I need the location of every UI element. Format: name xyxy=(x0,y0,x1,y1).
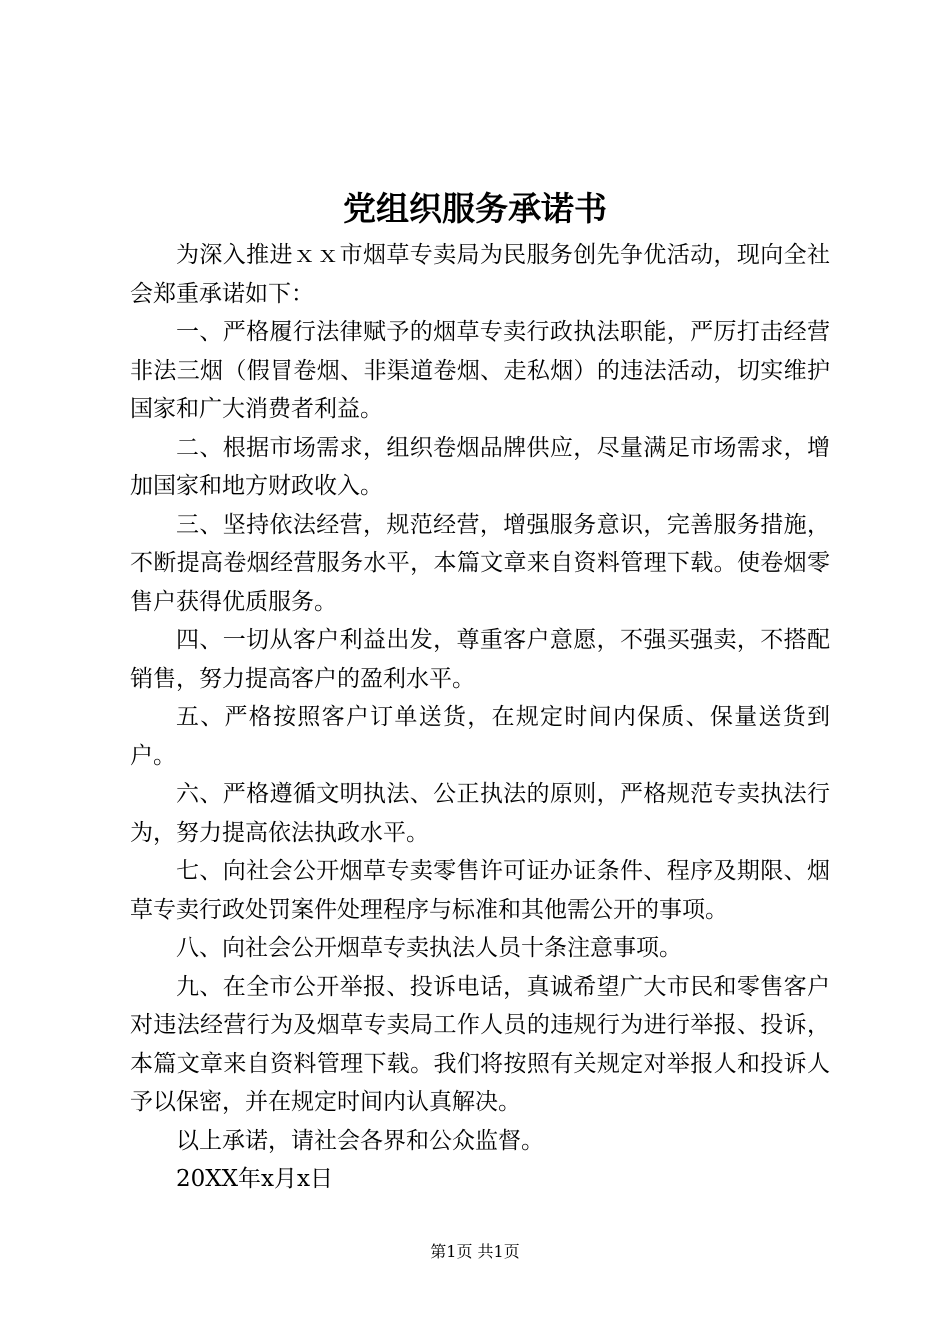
paragraph-item-7: 七、向社会公开烟草专卖零售许可证办证条件、程序及期限、烟草专卖行政处罚案件处理程序与标准和其他需公开的事项。 xyxy=(130,858,830,923)
page-footer: 第1页 共1页 xyxy=(430,1242,520,1261)
paragraph-item-9: 九、在全市公开举报、投诉电话，真诚希望广大市民和零售客户对违法经营行为及烟草专卖局工作人员的违规行为进行举报、投诉，本篇文章来自资料管理下载。我们将按照有关规定对举报人和投诉人予以保密，并在规定时间内认真解决。 xyxy=(130,973,830,1115)
paragraph-item-3: 三、坚持依法经营，规范经营，增强服务意识，完善服务措施，不断提高卷烟经营服务水平，本篇文章来自资料管理下载。使卷烟零售户获得优质服务。 xyxy=(130,511,830,615)
document-title: 党组织服务承诺书 xyxy=(343,189,607,228)
paragraph-closing: 以上承诺，请社会各界和公众监督。 xyxy=(176,1127,544,1154)
paragraph-date: 20XX年x月x日 xyxy=(176,1166,333,1192)
paragraph-item-1: 一、严格履行法律赋予的烟草专卖行政执法职能，严厉打击经营非法三烟（假冒卷烟、非渠道卷烟、走私烟）的违法活动，切实维护国家和广大消费者利益。 xyxy=(130,319,830,422)
paragraph-intro: 为深入推进ｘｘ市烟草专卖局为民服务创先争优活动，现向全社会郑重承诺如下： xyxy=(130,242,830,307)
paragraph-item-5: 五、严格按照客户订单送货，在规定时间内保质、保量送货到户。 xyxy=(130,704,830,769)
paragraph-item-4: 四、一切从客户利益出发，尊重客户意愿，不强买强卖，不搭配销售，努力提高客户的盈利水平。 xyxy=(130,627,830,692)
paragraph-item-8: 八、向社会公开烟草专卖执法人员十条注意事项。 xyxy=(176,935,682,961)
paragraph-item-2: 二、根据市场需求，组织卷烟品牌供应，尽量满足市场需求，增加国家和地方财政收入。 xyxy=(130,434,830,499)
paragraph-item-6: 六、严格遵循文明执法、公正执法的原则，严格规范专卖执法行为，努力提高依法执政水平。 xyxy=(130,781,830,846)
document-body xyxy=(130,236,830,1199)
